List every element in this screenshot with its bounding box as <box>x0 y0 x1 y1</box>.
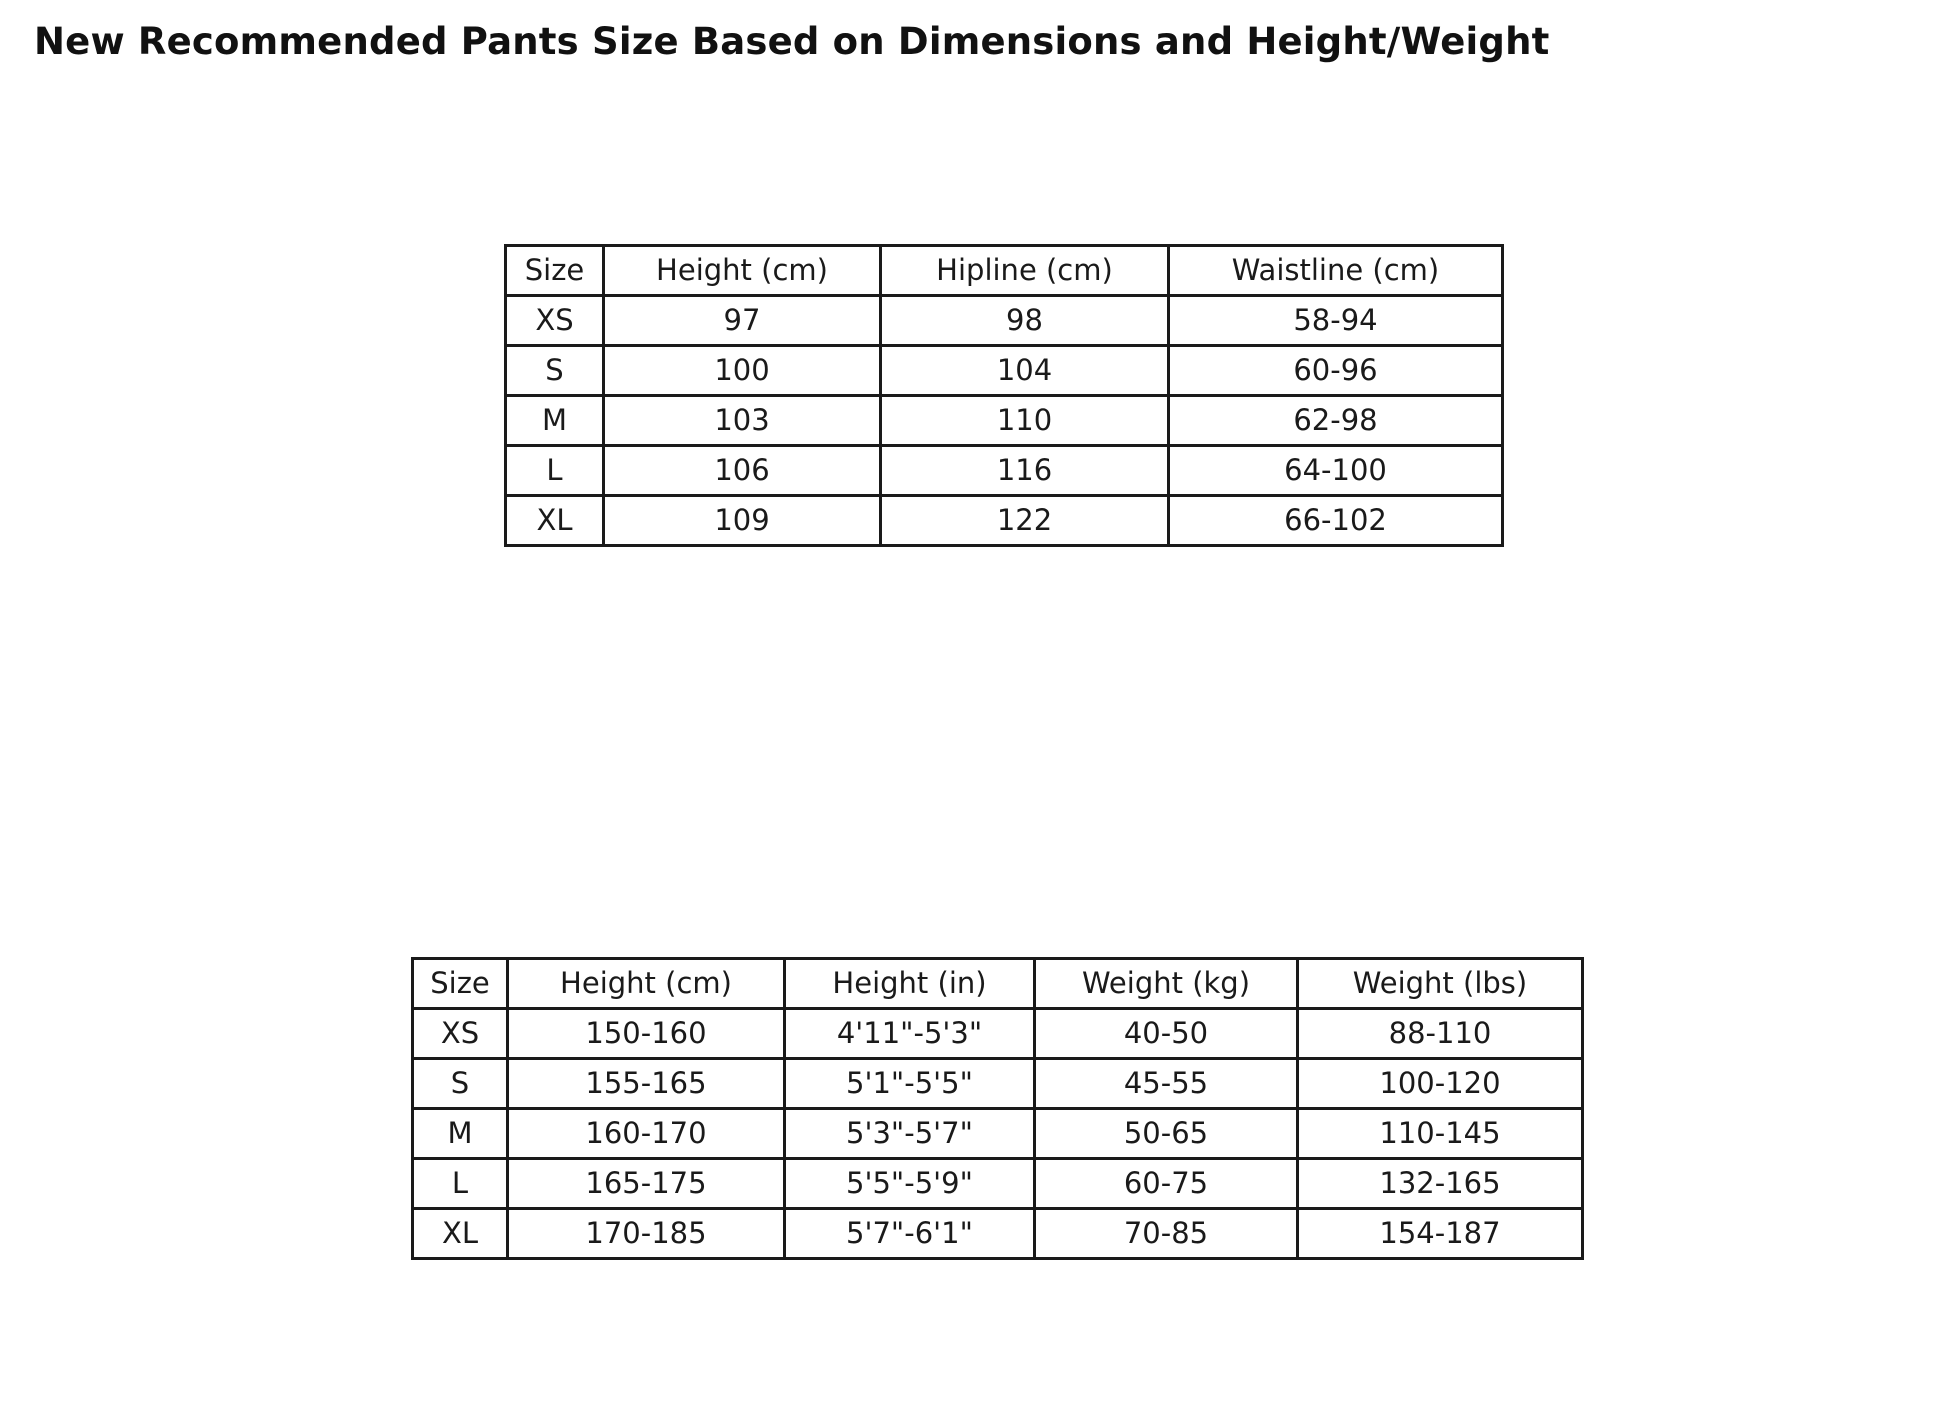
height-weight-table <box>411 957 1584 1260</box>
cell-weight-lbs: 88-110 <box>1298 1009 1583 1059</box>
cell-height-cm: 170-185 <box>508 1209 785 1259</box>
table-row <box>506 396 1503 446</box>
cell-height-cm: 106 <box>604 446 881 496</box>
table-row <box>413 1159 1583 1209</box>
table-header-row <box>506 246 1503 296</box>
table-row <box>506 446 1503 496</box>
cell-height-in: 5'3"-5'7" <box>785 1109 1035 1159</box>
cell-weight-lbs: 110-145 <box>1298 1109 1583 1159</box>
cell-size: XL <box>506 496 604 546</box>
cell-height-in: 5'7"-6'1" <box>785 1209 1035 1259</box>
cell-weight-kg: 45-55 <box>1035 1059 1298 1109</box>
cell-waistline-cm: 62-98 <box>1169 396 1503 446</box>
cell-height-cm: 165-175 <box>508 1159 785 1209</box>
column-header: Height (in) <box>785 959 1035 1009</box>
cell-waistline-cm: 58-94 <box>1169 296 1503 346</box>
cell-weight-kg: 40-50 <box>1035 1009 1298 1059</box>
cell-weight-kg: 60-75 <box>1035 1159 1298 1209</box>
cell-height-cm: 160-170 <box>508 1109 785 1159</box>
cell-hipline-cm: 98 <box>881 296 1169 346</box>
cell-size: S <box>413 1059 508 1109</box>
table-header-row <box>413 959 1583 1009</box>
cell-weight-lbs: 154-187 <box>1298 1209 1583 1259</box>
column-header: Hipline (cm) <box>881 246 1169 296</box>
cell-weight-lbs: 100-120 <box>1298 1059 1583 1109</box>
cell-height-cm: 150-160 <box>508 1009 785 1059</box>
cell-height-cm: 109 <box>604 496 881 546</box>
cell-waistline-cm: 66-102 <box>1169 496 1503 546</box>
column-header: Size <box>506 246 604 296</box>
pants-dimensions-table <box>504 244 1504 547</box>
cell-height-cm: 155-165 <box>508 1059 785 1109</box>
column-header: Weight (kg) <box>1035 959 1298 1009</box>
page-title: New Recommended Pants Size Based on Dimensions and Height/Weight <box>34 20 1550 63</box>
table-row <box>413 1209 1583 1259</box>
cell-height-cm: 100 <box>604 346 881 396</box>
cell-height-cm: 97 <box>604 296 881 346</box>
cell-hipline-cm: 110 <box>881 396 1169 446</box>
cell-weight-kg: 50-65 <box>1035 1109 1298 1159</box>
table-row <box>506 496 1503 546</box>
table-row <box>413 1059 1583 1109</box>
cell-height-in: 5'5"-5'9" <box>785 1159 1035 1209</box>
column-header: Height (cm) <box>604 246 881 296</box>
cell-hipline-cm: 104 <box>881 346 1169 396</box>
table-row <box>413 1109 1583 1159</box>
table-row <box>506 346 1503 396</box>
cell-size: XS <box>413 1009 508 1059</box>
cell-hipline-cm: 122 <box>881 496 1169 546</box>
column-header: Weight (lbs) <box>1298 959 1583 1009</box>
cell-size: M <box>506 396 604 446</box>
cell-height-in: 4'11"-5'3" <box>785 1009 1035 1059</box>
column-header: Height (cm) <box>508 959 785 1009</box>
cell-waistline-cm: 64-100 <box>1169 446 1503 496</box>
table-row <box>506 296 1503 346</box>
column-header: Size <box>413 959 508 1009</box>
cell-size: XL <box>413 1209 508 1259</box>
cell-size: L <box>413 1159 508 1209</box>
cell-height-cm: 103 <box>604 396 881 446</box>
table-row <box>413 1009 1583 1059</box>
column-header: Waistline (cm) <box>1169 246 1503 296</box>
cell-size: L <box>506 446 604 496</box>
cell-height-in: 5'1"-5'5" <box>785 1059 1035 1109</box>
cell-waistline-cm: 60-96 <box>1169 346 1503 396</box>
cell-size: M <box>413 1109 508 1159</box>
cell-weight-lbs: 132-165 <box>1298 1159 1583 1209</box>
cell-weight-kg: 70-85 <box>1035 1209 1298 1259</box>
cell-hipline-cm: 116 <box>881 446 1169 496</box>
cell-size: XS <box>506 296 604 346</box>
cell-size: S <box>506 346 604 396</box>
